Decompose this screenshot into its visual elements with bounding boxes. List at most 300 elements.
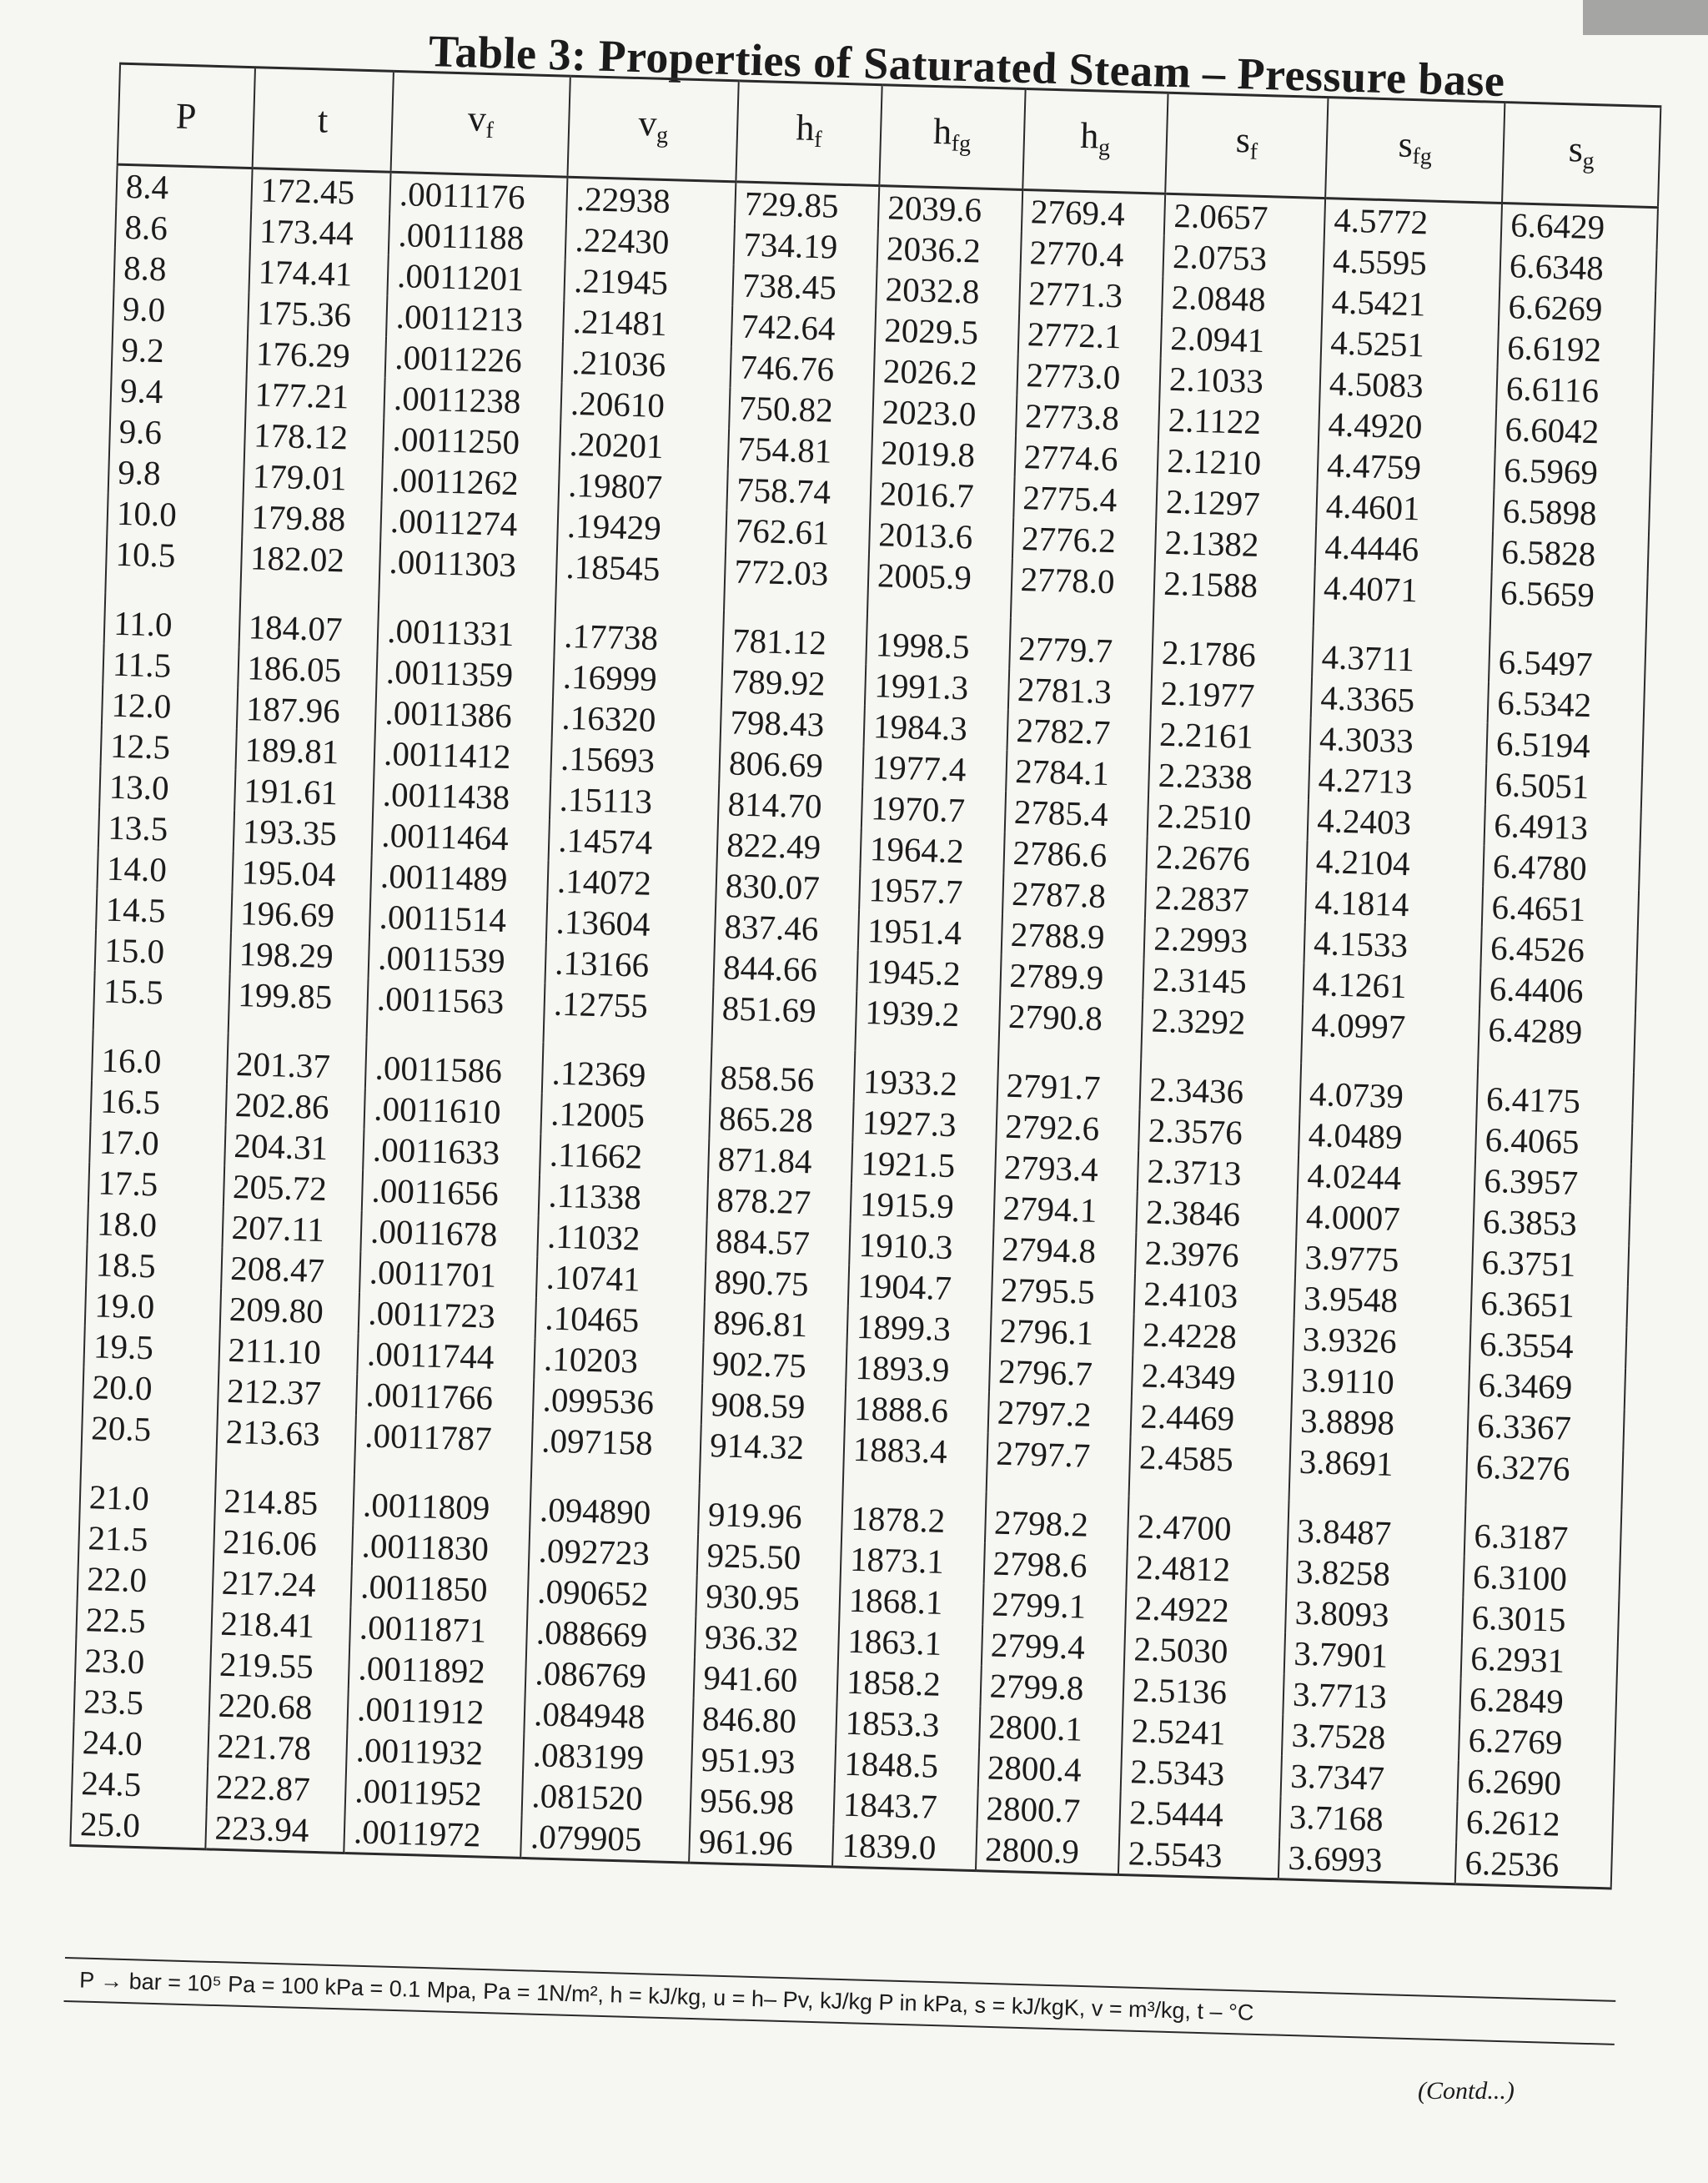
cell-hg: 2800.4 xyxy=(977,1747,1122,1792)
cell-sfg: 4.5421 xyxy=(1322,281,1500,327)
header-temperature: t xyxy=(252,68,394,173)
cell-hfg: 1910.3 xyxy=(849,1225,993,1270)
cell-hf: 758.74 xyxy=(727,469,872,514)
cell-sg: 6.3853 xyxy=(1473,1201,1630,1246)
cell-pressure: 23.0 xyxy=(75,1640,211,1684)
cell-sg: 6.5194 xyxy=(1486,723,1643,768)
cell-hfg: 2029.5 xyxy=(875,309,1019,355)
cell-sg: 6.6269 xyxy=(1499,286,1655,331)
cell-vg: .20201 xyxy=(560,424,729,470)
cell-sg: 6.6116 xyxy=(1496,368,1653,413)
cell-sf: 2.3576 xyxy=(1138,1109,1299,1154)
cell-temperature: 193.35 xyxy=(233,811,373,856)
cell-sfg: 4.5595 xyxy=(1323,240,1500,286)
cell-vf: .0011438 xyxy=(373,773,550,819)
cell-pressure: 17.5 xyxy=(88,1162,224,1206)
cell-hfg: 1888.6 xyxy=(845,1388,989,1433)
cell-sfg: 3.8093 xyxy=(1285,1592,1463,1637)
cell-sfg: 4.3033 xyxy=(1309,718,1487,764)
cell-vg: .16320 xyxy=(552,697,721,742)
cell-hg: 2773.0 xyxy=(1017,355,1161,400)
cell-temperature: 209.80 xyxy=(219,1289,359,1334)
cell-hg: 2785.4 xyxy=(1004,792,1148,837)
cell-hf: 734.19 xyxy=(734,224,878,269)
cell-vf: .0011238 xyxy=(384,378,561,424)
cell-sfg: 4.2104 xyxy=(1306,841,1484,887)
cell-sfg: 4.2713 xyxy=(1309,759,1486,805)
cell-hg: 2781.3 xyxy=(1007,669,1152,714)
cell-sg: 6.6348 xyxy=(1500,245,1656,290)
header-sg: $s_g$ xyxy=(1502,103,1660,208)
cell-vg: .22938 xyxy=(566,177,736,224)
cell-vg: .21036 xyxy=(562,342,731,388)
cell-sg: 6.4913 xyxy=(1484,805,1641,850)
cell-hfg: 1998.5 xyxy=(866,614,1010,669)
cell-temperature: 201.37 xyxy=(227,1034,367,1089)
cell-vg: .15693 xyxy=(551,737,721,783)
cell-sfg: 3.9775 xyxy=(1295,1237,1473,1283)
cell-sf: 2.5444 xyxy=(1120,1792,1281,1837)
cell-hf: 738.45 xyxy=(732,264,877,309)
saturated-steam-table xyxy=(69,63,1661,1890)
cell-hfg: 1927.3 xyxy=(852,1102,997,1147)
cell-sf: 2.2837 xyxy=(1145,877,1306,922)
cell-pressure: 22.5 xyxy=(76,1599,212,1643)
cell-temperature: 220.68 xyxy=(208,1684,349,1729)
cell-vg: .21945 xyxy=(565,260,734,306)
cell-hg: 2782.7 xyxy=(1007,710,1151,755)
cell-sfg: 4.4446 xyxy=(1315,526,1493,572)
cell-vg: .17738 xyxy=(555,605,725,661)
cell-pressure: 16.5 xyxy=(91,1080,227,1124)
cell-sf: 2.4228 xyxy=(1133,1314,1294,1359)
cell-sf: 2.1977 xyxy=(1151,672,1312,717)
cell-sg: 6.5969 xyxy=(1494,450,1651,495)
cell-temperature: 221.78 xyxy=(208,1725,348,1770)
cell-temperature: 182.02 xyxy=(240,537,381,601)
cell-hg: 2798.6 xyxy=(983,1542,1128,1587)
cell-sfg: 4.0997 xyxy=(1301,1004,1479,1069)
cell-hfg: 2023.0 xyxy=(872,391,1017,436)
cell-pressure: 8.8 xyxy=(114,248,250,292)
cell-hf: 806.69 xyxy=(719,742,863,787)
cell-sg: 6.4289 xyxy=(1478,1009,1635,1073)
header-vf: $v_f$ xyxy=(391,71,570,177)
cell-vf: .0011952 xyxy=(345,1770,523,1816)
cell-hfg: 1915.9 xyxy=(850,1184,994,1229)
cell-hfg: 1970.7 xyxy=(862,787,1006,832)
cell-sfg: 4.5772 xyxy=(1324,199,1502,245)
cell-hf: 919.96 xyxy=(698,1484,842,1539)
cell-hf: 851.69 xyxy=(712,988,857,1051)
cell-sf: 2.3713 xyxy=(1138,1150,1299,1195)
cell-vg: .079905 xyxy=(520,1816,690,1863)
cell-hg: 2800.7 xyxy=(977,1788,1121,1833)
cell-vf: .0011539 xyxy=(369,937,546,983)
cell-sg: 6.4175 xyxy=(1476,1069,1634,1124)
cell-hf: 858.56 xyxy=(711,1047,855,1102)
cell-sf: 2.2161 xyxy=(1150,713,1311,758)
cell-vg: .19807 xyxy=(559,465,728,511)
cell-sfg: 3.8898 xyxy=(1291,1401,1469,1446)
cell-temperature: 218.41 xyxy=(211,1602,351,1647)
cell-vg: .16999 xyxy=(553,656,722,702)
cell-hg: 2792.6 xyxy=(996,1105,1140,1150)
cell-hfg: 2013.6 xyxy=(869,514,1013,559)
cell-hg: 2790.8 xyxy=(998,996,1143,1059)
cell-vg: .092723 xyxy=(529,1530,698,1576)
cell-hfg: 2036.2 xyxy=(877,228,1021,273)
cell-vf: .0011226 xyxy=(385,337,563,383)
cell-hfg: 1964.2 xyxy=(860,828,1004,873)
cell-sf: 2.0657 xyxy=(1164,194,1325,240)
cell-hfg: 1858.2 xyxy=(836,1661,981,1706)
cell-hf: 754.81 xyxy=(728,428,872,473)
cell-hg: 2797.2 xyxy=(987,1391,1132,1436)
cell-pressure: 20.5 xyxy=(81,1407,217,1470)
cell-pressure: 10.0 xyxy=(107,492,243,536)
cell-temperature: 199.85 xyxy=(228,974,369,1038)
cell-pressure: 9.8 xyxy=(108,451,244,495)
cell-sg: 6.3367 xyxy=(1468,1405,1625,1450)
cell-pressure: 22.0 xyxy=(78,1558,214,1602)
cell-temperature: 217.24 xyxy=(212,1562,352,1607)
cell-vg: .12755 xyxy=(544,983,714,1047)
cell-hf: 878.27 xyxy=(707,1180,851,1225)
cell-vf: .0011701 xyxy=(359,1251,537,1297)
cell-sfg: 4.0489 xyxy=(1299,1114,1476,1160)
cell-sfg: 4.4601 xyxy=(1316,485,1494,531)
cell-sfg: 4.4071 xyxy=(1314,567,1492,631)
cell-sg: 6.5342 xyxy=(1488,682,1645,727)
cell-sg: 6.2931 xyxy=(1461,1637,1618,1683)
cell-hg: 2791.7 xyxy=(997,1055,1141,1110)
cell-sg: 6.3276 xyxy=(1466,1446,1624,1509)
cell-hg: 2789.9 xyxy=(1000,955,1144,1000)
cell-sf: 2.4812 xyxy=(1127,1547,1288,1592)
cell-temperature: 198.29 xyxy=(229,933,369,978)
cell-vf: .0011766 xyxy=(356,1374,534,1420)
cell-temperature: 177.21 xyxy=(245,374,385,419)
cell-temperature: 172.45 xyxy=(251,169,391,214)
cell-hfg: 1945.2 xyxy=(857,951,1001,996)
cell-sf: 2.0848 xyxy=(1162,277,1323,322)
cell-vg: .083199 xyxy=(523,1734,692,1780)
cell-hf: 814.70 xyxy=(718,783,862,828)
cell-vf: .0011274 xyxy=(380,500,558,546)
cell-vg: .088669 xyxy=(526,1612,696,1657)
cell-sf: 2.1033 xyxy=(1160,359,1321,404)
cell-hg: 2797.7 xyxy=(986,1432,1131,1496)
cell-pressure: 13.5 xyxy=(98,807,234,851)
cell-sf: 2.2510 xyxy=(1148,795,1309,840)
cell-hf: 961.96 xyxy=(689,1821,833,1867)
cell-temperature: 179.01 xyxy=(243,455,383,500)
cell-hf: 742.64 xyxy=(731,305,876,350)
cell-sf: 2.2993 xyxy=(1144,918,1305,963)
cell-pressure: 9.6 xyxy=(109,410,245,455)
cell-hf: 830.07 xyxy=(716,865,860,910)
cell-vf: .0011176 xyxy=(389,172,567,219)
cell-hg: 2799.1 xyxy=(982,1583,1127,1628)
cell-vf: .0011250 xyxy=(383,419,560,465)
cell-hf: 890.75 xyxy=(705,1261,849,1306)
cell-hfg: 1939.2 xyxy=(855,992,1000,1055)
cell-sg: 6.2849 xyxy=(1459,1678,1616,1723)
cell-hfg: 2016.7 xyxy=(870,473,1014,518)
cell-sfg: 4.3711 xyxy=(1312,626,1490,682)
cell-vf: .0011412 xyxy=(374,733,552,779)
cell-vf: .0011830 xyxy=(352,1525,530,1571)
cell-sfg: 4.0739 xyxy=(1300,1064,1479,1119)
cell-hf: 914.32 xyxy=(700,1425,845,1488)
cell-temperature: 175.36 xyxy=(248,292,388,337)
cell-hfg: 1848.5 xyxy=(835,1743,979,1788)
cell-temperature: 173.44 xyxy=(249,210,389,255)
cell-vf: .0011514 xyxy=(369,896,547,942)
cell-vf: .0011359 xyxy=(376,651,554,697)
cell-sfg: 3.9110 xyxy=(1292,1360,1469,1406)
cell-hf: 951.93 xyxy=(691,1739,836,1784)
cell-hf: 956.98 xyxy=(691,1780,835,1825)
cell-hfg: 1843.7 xyxy=(833,1783,977,1828)
cell-hf: 746.76 xyxy=(731,346,875,391)
cell-pressure: 14.0 xyxy=(97,848,233,892)
scan-corner-mark xyxy=(1583,0,1708,35)
cell-pressure: 16.0 xyxy=(92,1029,228,1084)
cell-sf: 2.0753 xyxy=(1163,236,1324,281)
cell-vf: .0011563 xyxy=(367,978,545,1042)
cell-hfg: 2005.9 xyxy=(867,555,1012,618)
cell-temperature: 195.04 xyxy=(232,852,372,897)
cell-pressure: 17.0 xyxy=(89,1121,225,1165)
cell-vf: .0011809 xyxy=(353,1474,531,1530)
cell-temperature: 222.87 xyxy=(206,1766,346,1811)
cell-temperature: 184.07 xyxy=(239,596,379,651)
cell-vf: .0011610 xyxy=(364,1088,542,1134)
cell-temperature: 189.81 xyxy=(235,729,375,774)
cell-hf: 925.50 xyxy=(697,1535,841,1580)
cell-hg: 2779.7 xyxy=(1009,618,1153,673)
cell-sfg: 4.5251 xyxy=(1321,322,1499,368)
cell-sg: 6.4406 xyxy=(1479,968,1636,1014)
cell-sf: 2.0941 xyxy=(1161,318,1322,363)
cell-hf: 798.43 xyxy=(721,702,865,747)
cell-sf: 2.1122 xyxy=(1158,400,1319,445)
cell-sfg: 3.9548 xyxy=(1294,1278,1472,1324)
cell-vf: .0011787 xyxy=(354,1415,533,1479)
cell-pressure: 13.0 xyxy=(99,766,235,810)
cell-sg: 6.2690 xyxy=(1458,1760,1615,1805)
cell-hf: 871.84 xyxy=(708,1139,852,1184)
cell-hg: 2788.9 xyxy=(1001,914,1145,959)
cell-sg: 6.3469 xyxy=(1469,1364,1625,1409)
cell-sfg: 3.7347 xyxy=(1281,1755,1459,1801)
cell-vg: .15113 xyxy=(550,778,719,824)
cell-sfg: 3.9326 xyxy=(1293,1319,1470,1365)
cell-hfg: 1853.3 xyxy=(836,1702,980,1747)
header-hfg: $h_{fg}$ xyxy=(879,85,1025,190)
cell-temperature: 214.85 xyxy=(214,1471,354,1526)
cell-hf: 772.03 xyxy=(724,551,869,614)
cell-sf: 2.3976 xyxy=(1135,1232,1296,1277)
cell-vg: .19429 xyxy=(557,506,726,551)
cell-hf: 865.28 xyxy=(710,1098,854,1143)
cell-vg: .13166 xyxy=(545,942,715,988)
cell-vg: .12005 xyxy=(541,1093,711,1139)
cell-pressure: 23.5 xyxy=(74,1681,210,1725)
cell-hfg: 2026.2 xyxy=(873,350,1017,395)
cell-hf: 822.49 xyxy=(717,824,862,869)
cell-vf: .0011850 xyxy=(351,1566,529,1612)
cell-temperature: 178.12 xyxy=(244,415,384,460)
cell-sg: 6.4526 xyxy=(1481,928,1638,973)
cell-hf: 930.95 xyxy=(696,1576,841,1621)
cell-pressure: 9.2 xyxy=(112,329,248,374)
cell-sfg: 4.1814 xyxy=(1305,882,1483,928)
cell-sg: 6.5898 xyxy=(1493,490,1650,536)
cell-vf: .0011723 xyxy=(359,1292,536,1338)
cell-hfg: 1868.1 xyxy=(839,1579,983,1624)
cell-vf: .0011331 xyxy=(378,601,556,656)
cell-hf: 884.57 xyxy=(706,1220,850,1265)
cell-vg: .10465 xyxy=(535,1297,705,1343)
units-footnote: P → bar = 10⁵ Pa = 100 kPa = 0.1 Mpa, Pa = 1N/m², h = kJ/kg, u = h– Pv, kJ/kg P in kPa, s = kJ/kgK, v = m³/kg, t – °C xyxy=(63,1957,1615,2045)
cell-vf: .0011262 xyxy=(382,460,560,506)
cell-vf: .0011303 xyxy=(379,541,557,606)
cell-vg: .12369 xyxy=(542,1042,712,1098)
cell-sf: 2.1297 xyxy=(1156,481,1317,526)
cell-pressure: 8.4 xyxy=(116,164,252,210)
cell-sg: 6.6192 xyxy=(1498,327,1655,372)
cell-sg: 6.5497 xyxy=(1489,631,1646,687)
cell-sg: 6.3100 xyxy=(1463,1556,1620,1601)
cell-sf: 2.3846 xyxy=(1137,1191,1298,1236)
cell-sf: 2.4922 xyxy=(1125,1587,1286,1632)
cell-vg: .10741 xyxy=(536,1256,706,1302)
continued-note: (Contd...) xyxy=(1418,2077,1515,2105)
cell-temperature: 204.31 xyxy=(224,1125,364,1170)
cell-vf: .0011213 xyxy=(386,296,564,342)
cell-sfg: 4.3365 xyxy=(1311,677,1489,723)
cell-pressure: 15.0 xyxy=(95,929,231,973)
cell-sfg: 3.8691 xyxy=(1289,1441,1468,1505)
cell-sfg: 4.0244 xyxy=(1298,1155,1475,1201)
cell-vg: .090652 xyxy=(528,1571,697,1617)
cell-hg: 2793.4 xyxy=(994,1146,1138,1191)
cell-vg: .18545 xyxy=(555,546,726,611)
cell-sg: 6.2536 xyxy=(1455,1842,1612,1889)
cell-vg: .084948 xyxy=(525,1693,694,1739)
cell-temperature: 219.55 xyxy=(209,1643,349,1688)
cell-hg: 2794.1 xyxy=(993,1187,1138,1232)
cell-temperature: 202.86 xyxy=(225,1084,365,1129)
cell-sf: 2.2676 xyxy=(1147,836,1308,881)
cell-sg: 6.3651 xyxy=(1471,1282,1628,1327)
cell-pressure: 24.5 xyxy=(72,1763,208,1807)
cell-sfg: 3.6993 xyxy=(1278,1837,1456,1884)
cell-sf: 2.1786 xyxy=(1152,622,1313,677)
cell-hfg: 2019.8 xyxy=(872,432,1016,477)
cell-vg: .094890 xyxy=(530,1479,700,1535)
cell-vf: .0011744 xyxy=(357,1333,535,1379)
cell-hf: 837.46 xyxy=(715,906,859,951)
cell-sfg: 3.8487 xyxy=(1288,1500,1466,1556)
cell-hfg: 1904.7 xyxy=(848,1265,992,1310)
cell-pressure: 14.5 xyxy=(96,888,232,933)
cell-hf: 908.59 xyxy=(701,1384,846,1429)
cell-sg: 6.5828 xyxy=(1492,531,1649,576)
cell-hg: 2786.6 xyxy=(1003,832,1148,878)
cell-hfg: 1899.3 xyxy=(846,1306,991,1351)
cell-sf: 2.4349 xyxy=(1132,1355,1293,1400)
cell-sg: 6.3187 xyxy=(1464,1505,1622,1560)
cell-sfg: 4.1261 xyxy=(1303,963,1480,1009)
header-hg: $h_g$ xyxy=(1022,88,1168,194)
cell-sg: 6.2769 xyxy=(1459,1719,1615,1764)
cell-pressure: 18.0 xyxy=(88,1203,224,1247)
cell-hg: 2776.2 xyxy=(1012,518,1156,563)
cell-vg: .086769 xyxy=(525,1652,695,1698)
cell-temperature: 223.94 xyxy=(205,1807,345,1853)
cell-temperature: 213.63 xyxy=(216,1411,357,1475)
cell-hg: 2798.2 xyxy=(984,1491,1128,1547)
cell-sg: 6.6429 xyxy=(1501,203,1658,249)
table-title: Table 3: Properties of Saturated Steam – Pressure base xyxy=(428,25,1506,107)
cell-vg: .10203 xyxy=(534,1338,703,1384)
cell-sf: 2.2338 xyxy=(1148,754,1309,799)
cell-vf: .0011586 xyxy=(365,1037,544,1093)
cell-temperature: 216.06 xyxy=(214,1521,354,1566)
cell-vf: .0011656 xyxy=(362,1169,540,1215)
header-sfg: $s_{fg}$ xyxy=(1325,98,1505,204)
cell-pressure: 25.0 xyxy=(70,1803,206,1849)
cell-hg: 2784.1 xyxy=(1006,751,1150,796)
cell-sfg: 3.8258 xyxy=(1287,1551,1464,1597)
cell-sfg: 4.5083 xyxy=(1319,363,1497,409)
cell-sf: 2.5343 xyxy=(1121,1751,1282,1796)
cell-pressure: 24.0 xyxy=(73,1722,208,1766)
header-hf: $h_f$ xyxy=(736,81,882,186)
cell-pressure: 20.0 xyxy=(83,1366,219,1411)
cell-hg: 2794.8 xyxy=(992,1228,1137,1273)
cell-hf: 896.81 xyxy=(704,1302,848,1347)
cell-pressure: 9.4 xyxy=(110,370,246,415)
cell-hg: 2772.1 xyxy=(1017,314,1162,359)
cell-temperature: 179.88 xyxy=(242,496,382,541)
cell-hg: 2775.4 xyxy=(1013,477,1158,522)
cell-temperature: 191.61 xyxy=(234,770,374,815)
cell-hfg: 1957.7 xyxy=(859,869,1003,914)
cell-hg: 2796.1 xyxy=(990,1310,1134,1355)
cell-temperature: 211.10 xyxy=(219,1330,359,1375)
cell-hfg: 1878.2 xyxy=(841,1488,986,1543)
steam-table-container xyxy=(65,63,1662,2061)
cell-sf: 2.4700 xyxy=(1128,1496,1289,1551)
cell-hf: 936.32 xyxy=(695,1617,839,1662)
cell-sf: 2.4103 xyxy=(1134,1273,1295,1318)
cell-temperature: 207.11 xyxy=(222,1207,362,1252)
cell-sf: 2.1588 xyxy=(1153,563,1315,626)
cell-hg: 2773.8 xyxy=(1016,395,1160,440)
cell-hf: 729.85 xyxy=(735,182,879,228)
cell-sf: 2.3292 xyxy=(1141,999,1303,1063)
cell-sf: 2.5136 xyxy=(1123,1669,1284,1714)
cell-hf: 789.92 xyxy=(721,661,866,706)
cell-vf: .0011932 xyxy=(346,1729,524,1775)
cell-temperature: 176.29 xyxy=(246,333,386,378)
cell-hg: 2795.5 xyxy=(991,1269,1135,1314)
